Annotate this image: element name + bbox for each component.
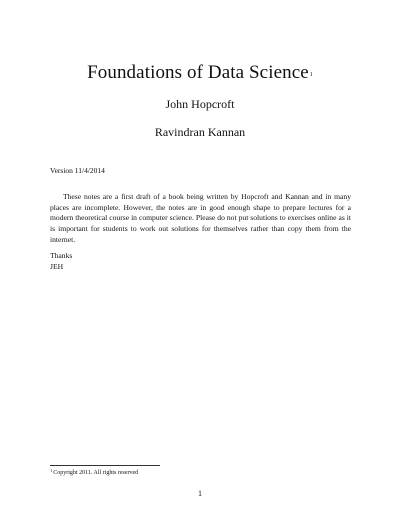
author-hopcroft: John Hopcroft — [165, 97, 235, 111]
footnote-mark: 1 — [50, 468, 53, 473]
author-kannan: Ravindran Kannan — [154, 125, 246, 139]
title-text: Foundations of Data Science — [87, 62, 309, 83]
version-line: Version 11/4/2014 — [50, 166, 105, 175]
footnote — [50, 468, 138, 476]
title-footnote-mark: 1 — [309, 72, 313, 78]
document-title — [0, 62, 400, 84]
signoff-thanks: Thanks — [50, 251, 73, 260]
page-number: 1 — [198, 489, 202, 498]
footnote-text: Copyright 2011. All rights reserved — [53, 470, 139, 476]
footnote-rule — [50, 465, 160, 466]
signoff-initials: JEH — [50, 262, 64, 271]
body-paragraph: These notes are a first draft of a book being written by Hopcroft and Kannan and in many places are incomplete. However, the notes are in good enough shape to prepare lectures for a modern theoretical course in computer science. Please do not put solutions to exercises online as it is important for students to work out solutions for themselves rather than copy them from the internet. — [50, 192, 351, 244]
